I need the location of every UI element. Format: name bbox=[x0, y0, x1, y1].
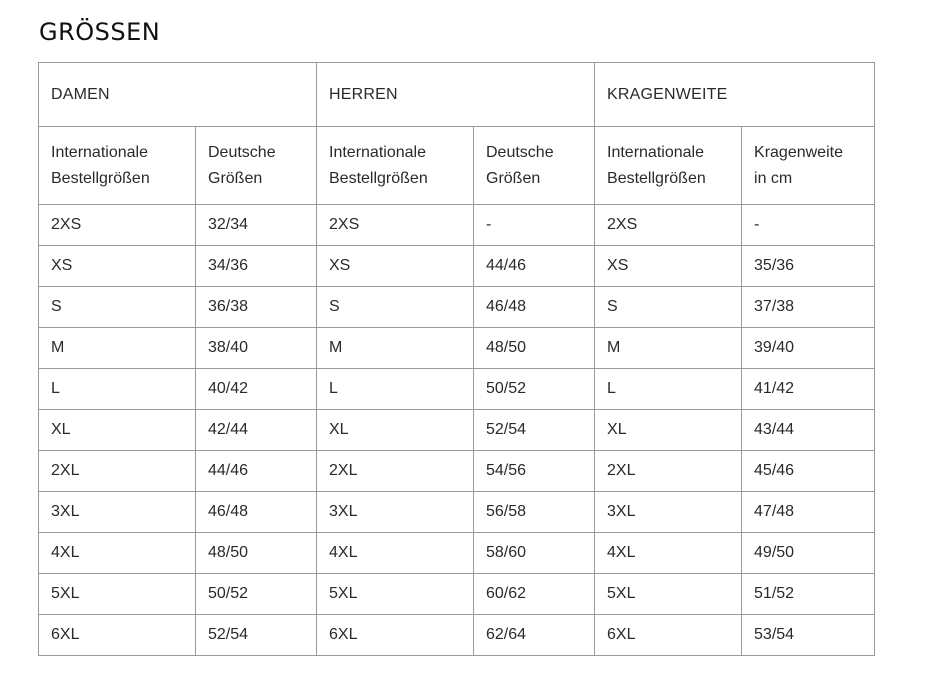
table-cell: 45/46 bbox=[742, 451, 875, 492]
table-cell: S bbox=[317, 287, 474, 328]
table-cell: 3XL bbox=[595, 492, 742, 533]
table-cell: 50/52 bbox=[474, 369, 595, 410]
table-row bbox=[39, 410, 875, 451]
table-cell: XL bbox=[39, 410, 196, 451]
group-header-kragenweite: KRAGENWEITE bbox=[595, 63, 875, 127]
table-cell: 52/54 bbox=[474, 410, 595, 451]
table-cell: 48/50 bbox=[196, 533, 317, 574]
page-title: GRÖSSEN bbox=[39, 18, 161, 46]
header-line: Internationale bbox=[329, 143, 426, 161]
table-row bbox=[39, 492, 875, 533]
header-line: Größen bbox=[486, 169, 541, 187]
table-cell: 38/40 bbox=[196, 328, 317, 369]
table-cell: 50/52 bbox=[196, 574, 317, 615]
table-cell: 2XL bbox=[595, 451, 742, 492]
table-row bbox=[39, 615, 875, 656]
table-cell: 6XL bbox=[317, 615, 474, 656]
table-cell: XS bbox=[317, 246, 474, 287]
table-cell: L bbox=[39, 369, 196, 410]
table-cell: S bbox=[39, 287, 196, 328]
header-line: Internationale bbox=[51, 143, 148, 161]
table-cell: 35/36 bbox=[742, 246, 875, 287]
table-cell: 48/50 bbox=[474, 328, 595, 369]
table-cell: 34/36 bbox=[196, 246, 317, 287]
group-header-damen: DAMEN bbox=[39, 63, 317, 127]
size-table bbox=[38, 62, 875, 656]
header-line: Größen bbox=[208, 169, 263, 187]
table-cell: 4XL bbox=[595, 533, 742, 574]
table-cell: 58/60 bbox=[474, 533, 595, 574]
table-cell: L bbox=[317, 369, 474, 410]
table-cell: 46/48 bbox=[196, 492, 317, 533]
table-cell: 54/56 bbox=[474, 451, 595, 492]
table-cell: 5XL bbox=[39, 574, 196, 615]
table-cell: 51/52 bbox=[742, 574, 875, 615]
table-row bbox=[39, 205, 875, 246]
table-cell: M bbox=[595, 328, 742, 369]
header-line: Deutsche bbox=[208, 143, 276, 161]
table-cell: 6XL bbox=[595, 615, 742, 656]
header-line: Deutsche bbox=[486, 143, 554, 161]
table-cell: 44/46 bbox=[474, 246, 595, 287]
header-line: Bestellgrößen bbox=[51, 169, 150, 187]
table-cell: XL bbox=[317, 410, 474, 451]
column-header-herren-international bbox=[317, 127, 474, 205]
table-row bbox=[39, 533, 875, 574]
header-line: Bestellgrößen bbox=[329, 169, 428, 187]
table-cell: - bbox=[474, 205, 595, 246]
table-cell: 49/50 bbox=[742, 533, 875, 574]
table-cell: 2XL bbox=[317, 451, 474, 492]
table-row bbox=[39, 574, 875, 615]
header-line: Internationale bbox=[607, 143, 704, 161]
table-cell: M bbox=[39, 328, 196, 369]
column-header-kragen-international bbox=[595, 127, 742, 205]
table-cell: 2XS bbox=[317, 205, 474, 246]
header-line: Bestellgrößen bbox=[607, 169, 706, 187]
table-cell: 5XL bbox=[317, 574, 474, 615]
table-cell: S bbox=[595, 287, 742, 328]
table-cell: XS bbox=[39, 246, 196, 287]
column-header-kragenweite-cm bbox=[742, 127, 875, 205]
table-cell: 42/44 bbox=[196, 410, 317, 451]
table-cell: - bbox=[742, 205, 875, 246]
table-cell: 43/44 bbox=[742, 410, 875, 451]
table-cell: 56/58 bbox=[474, 492, 595, 533]
table-cell: 62/64 bbox=[474, 615, 595, 656]
table-cell: 2XL bbox=[39, 451, 196, 492]
table-row bbox=[39, 287, 875, 328]
table-cell: 47/48 bbox=[742, 492, 875, 533]
table-cell: XS bbox=[595, 246, 742, 287]
table-cell: 36/38 bbox=[196, 287, 317, 328]
table-cell: 5XL bbox=[595, 574, 742, 615]
table-row bbox=[39, 451, 875, 492]
table-cell: M bbox=[317, 328, 474, 369]
table-cell: 3XL bbox=[39, 492, 196, 533]
table-row bbox=[39, 369, 875, 410]
table-cell: 4XL bbox=[317, 533, 474, 574]
column-header-damen-deutsch bbox=[196, 127, 317, 205]
table-cell: L bbox=[595, 369, 742, 410]
table-row bbox=[39, 328, 875, 369]
table-cell: 46/48 bbox=[474, 287, 595, 328]
header-line: Kragenweite bbox=[754, 143, 843, 161]
table-cell: 60/62 bbox=[474, 574, 595, 615]
table-cell: 32/34 bbox=[196, 205, 317, 246]
table-cell: 4XL bbox=[39, 533, 196, 574]
group-header-row bbox=[39, 63, 875, 127]
header-line: in cm bbox=[754, 169, 793, 187]
table-cell: 52/54 bbox=[196, 615, 317, 656]
column-header-herren-deutsch bbox=[474, 127, 595, 205]
column-header-row bbox=[39, 127, 875, 205]
table-cell: 40/42 bbox=[196, 369, 317, 410]
table-cell: 2XS bbox=[595, 205, 742, 246]
table-cell: 6XL bbox=[39, 615, 196, 656]
table-row bbox=[39, 246, 875, 287]
group-header-herren: HERREN bbox=[317, 63, 595, 127]
column-header-damen-international bbox=[39, 127, 196, 205]
table-cell: 39/40 bbox=[742, 328, 875, 369]
table-cell: XL bbox=[595, 410, 742, 451]
table-cell: 41/42 bbox=[742, 369, 875, 410]
table-cell: 37/38 bbox=[742, 287, 875, 328]
table-cell: 53/54 bbox=[742, 615, 875, 656]
table-cell: 44/46 bbox=[196, 451, 317, 492]
table-cell: 3XL bbox=[317, 492, 474, 533]
table-cell: 2XS bbox=[39, 205, 196, 246]
